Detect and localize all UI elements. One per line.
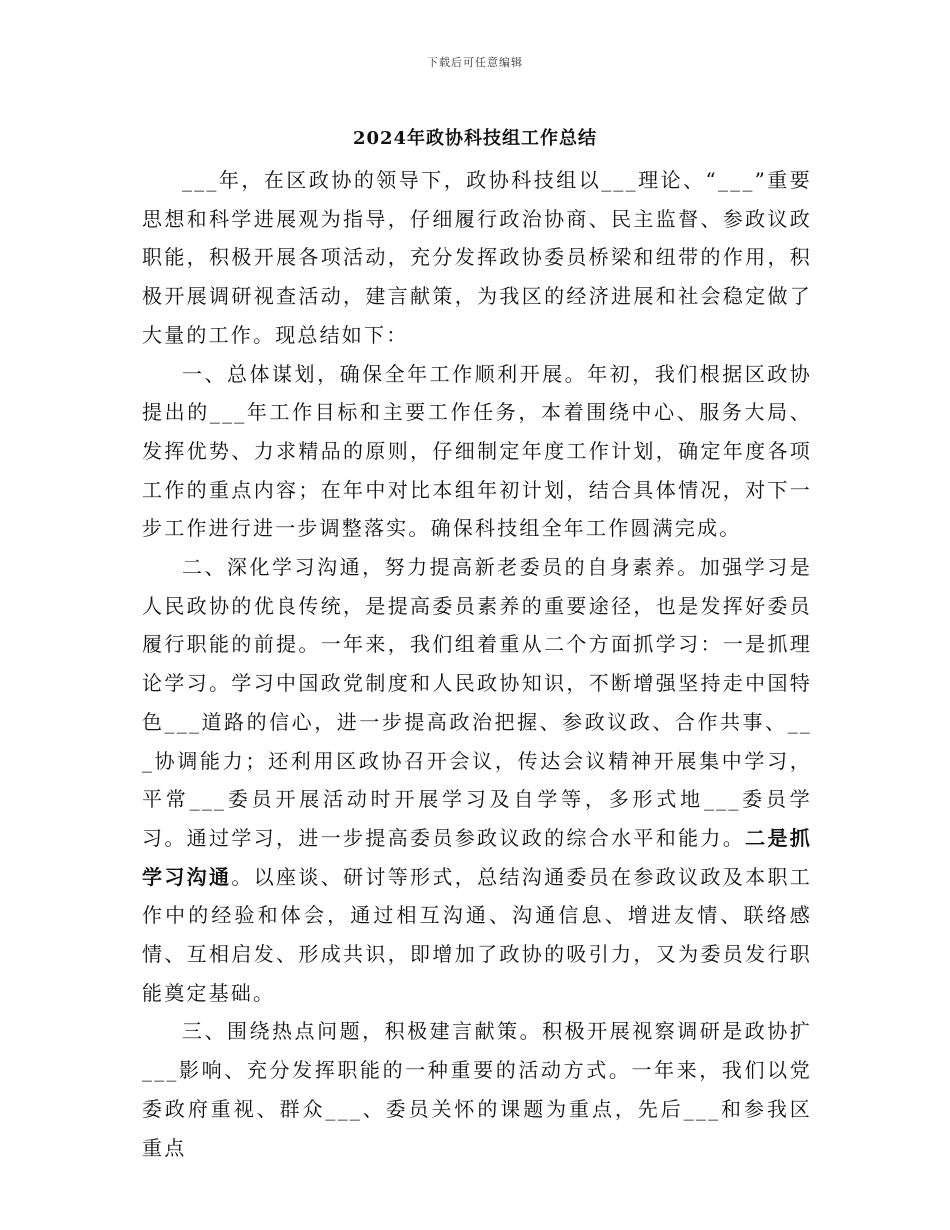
paragraph-section-three: 三、围绕热点问题，积极建言献策。积极开展视察调研是政协扩___影响、充分发挥职能的一种重要的活动方式。一年来，我们以党委政府重视、群众___、委员关怀的课题为重点，先后___和参我区重点 (142, 1019, 812, 1160)
paragraph-section-two-part-2: 。以座谈、研讨等形式，总结沟通委员在参政议政及本职工作中的经验和体会，通过相互沟通、沟通信息、增进友情、联络感情、互相启发、形成共识，即增加了政协的吸引力，又为委员发行职能奠定基础。 (142, 864, 812, 1005)
paragraph-section-two-bold: 二是抓学习沟通 (142, 825, 812, 889)
header-note: 下载后可任意编辑 (427, 56, 523, 69)
document-body (142, 161, 812, 1167)
paragraph-section-two (142, 548, 812, 1012)
paragraph-intro: ___年，在区政协的领导下，政协科技组以___理论、“___”重要思想和科学进展观为指导，仔细履行政治协商、民主监督、参政议政职能，积极开展各项活动，充分发挥政协委员桥梁和纽带的作用，积极开展调研视查活动，建言献策，为我区的经济进展和社会稳定做了大量的工作。现总结如下： (142, 168, 812, 347)
paragraph-section-two-part-1: 二、深化学习沟通，努力提高新老委员的自身素养。加强学习是人民政协的优良传统，是提高委员素养的重要途径，也是发挥好委员履行职能的前提。一年来，我们组着重从二个方面抓学习：一是抓理论学习。学习中国政党制度和人民政协知识，不断增强坚持走中国特色___道路的信心，进一步提高政治把握、参政议政、合作共事、___协调能力；还利用区政协召开会议，传达会议精神开展集中学习，平常___委员开展活动时开展学习及自学等，多形式地___委员学习。通过学习，进一步提高委员参政议政的综合水平和能力。 (142, 555, 812, 850)
paragraph-section-one: 一、总体谋划，确保全年工作顺利开展。年初，我们根据区政协提出的___年工作目标和主要工作任务，本着围绕中心、服务大局、发挥优势、力求精品的原则，仔细制定年度工作计划，确定年度各项工作的重点内容；在年中对比本组年初计划，结合具体情况，对下一步工作进行进一步调整落实。确保科技组全年工作圆满完成。 (142, 361, 812, 541)
document-title: 2024年政协科技组工作总结 (352, 128, 598, 149)
